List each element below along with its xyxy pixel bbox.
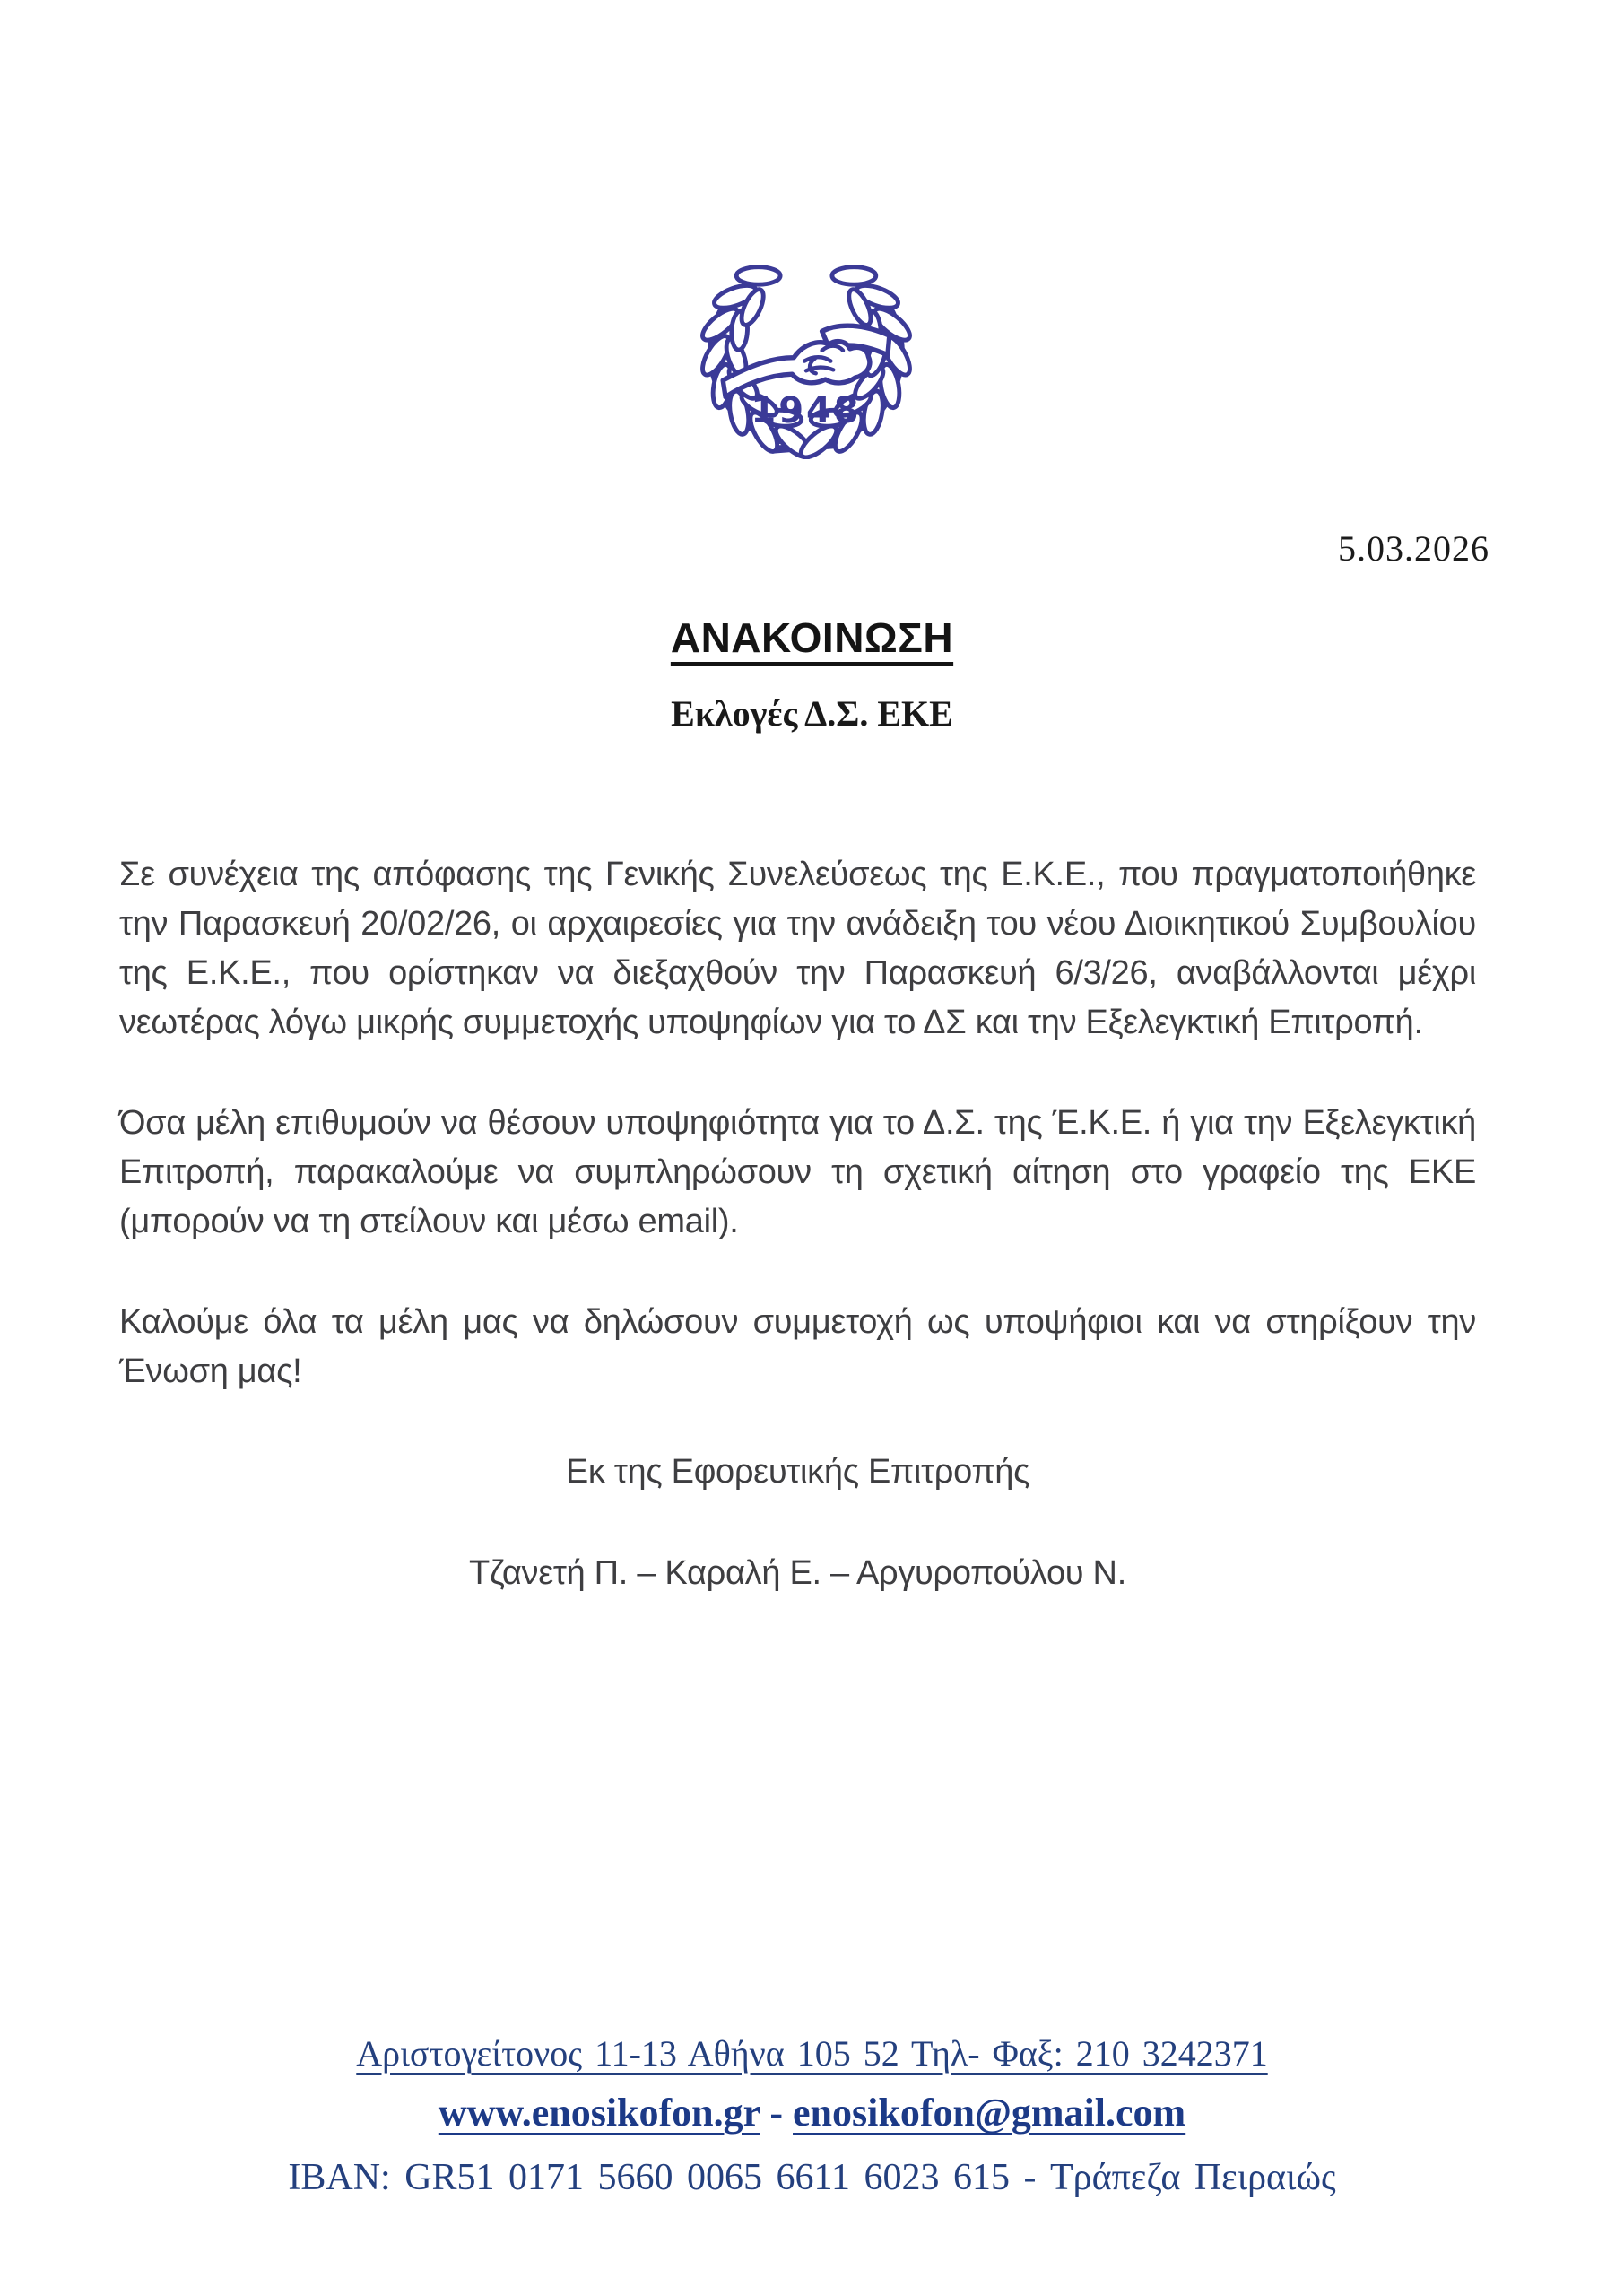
committee-members-line: Τζανετή Π. – Καραλή Ε. – Αργυροπούλου Ν. (469, 1554, 1126, 1592)
body-paragraph: Όσα μέλη επιθυμούν να θέσουν υποψηφιότητα για το Δ.Σ. της Έ.Κ.Ε. ή για την Εξελεγκτική Επιτροπή, παρακαλούμε να συμπληρώσουν τη σχετική αίτηση στο γραφείο της ΕΚΕ (μπορούν να τη στείλουν και μέσω email). (119, 1104, 1476, 1240)
footer-address-line: Αριστογείτονος 11-13 Αθήνα 105 52 Τηλ- Φαξ: 210 3242371 (356, 2033, 1268, 2074)
document-body (119, 850, 1476, 1598)
footer-separator: - (760, 2091, 794, 2135)
organization-logo (674, 230, 938, 459)
footer-email-link[interactable]: enosikofon@gmail.com (793, 2091, 1186, 2135)
footer-web-line (0, 2090, 1624, 2135)
body-paragraph: Καλούμε όλα τα μέλη μας να δηλώσουν συμμετοχή ως υποψήφιοι και να στηρίξουν την Ένωση μας! (119, 1303, 1476, 1390)
body-paragraph: Σε συνέχεια της απόφασης της Γενικής Συνελεύσεως της Ε.Κ.Ε., που πραγματοποιήθηκε την Παρασκευή 20/02/26, οι αρχαιρεσίες για την ανάδειξη του νέου Διοικητικού Συμβουλίου της Ε.Κ.Ε., που ορίστηκαν να διεξαχθούν την Παρασκευή 6/3/26, αναβάλλονται μέχρι νεωτέρας λόγω μικρής συμμετοχής υποψηφίων για το ΔΣ και την Εξελεγκτική Επιτροπή. (119, 856, 1476, 1041)
footer-website-link[interactable]: www.enosikofon.gr (438, 2091, 760, 2135)
document-date: 5.03.2026 (1338, 528, 1489, 569)
logo-year: 1948 (751, 389, 862, 431)
signoff-line: Εκ της Εφορευτικής Επιτροπής (565, 1453, 1030, 1491)
announcement-title: ΑΝΑΚΟΙΝΩΣΗ (670, 614, 954, 661)
handshake-wreath-icon (674, 230, 938, 459)
announcement-subtitle: Εκλογές Δ.Σ. ΕΚΕ (671, 693, 953, 734)
footer-iban-line: IBAN: GR51 0171 5660 0065 6611 6023 615 - Τράπεζα Πειραιώς (288, 2157, 1336, 2198)
